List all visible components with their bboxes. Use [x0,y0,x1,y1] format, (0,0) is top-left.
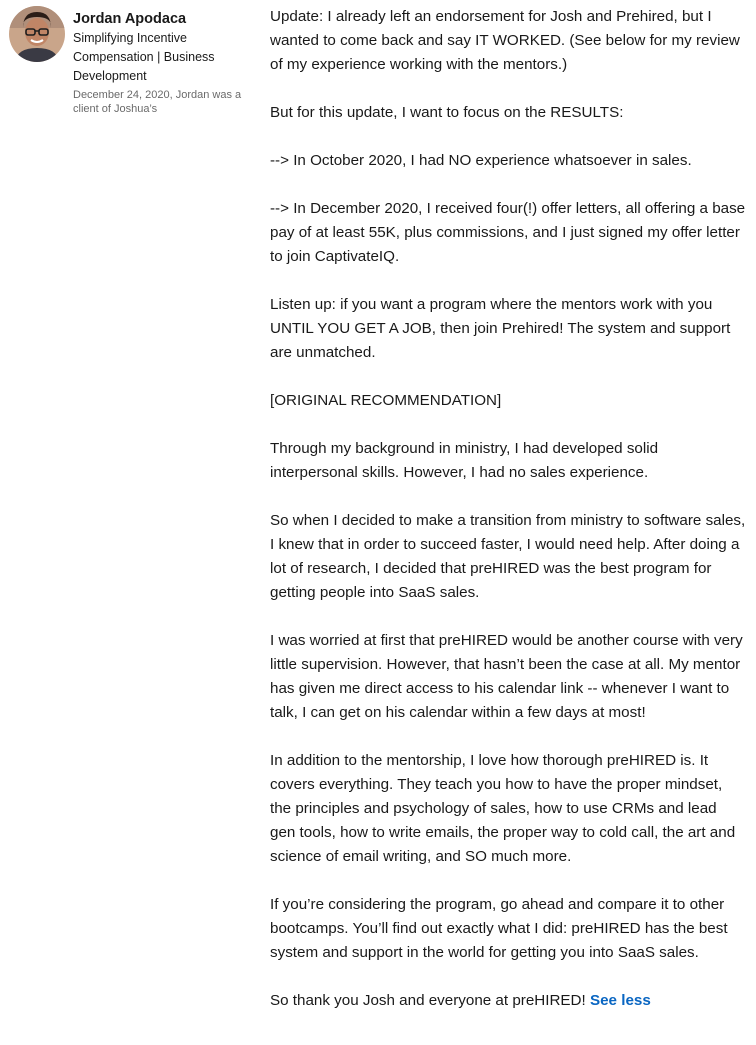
closing-text: So thank you Josh and everyone at preHIRED! [270,992,586,1009]
see-less-link[interactable]: See less [589,992,651,1009]
recommendation-paragraph: Through my background in ministry, I had developed solid interpersonal skills. However, I had no sales experience. [270,440,659,481]
recommendation-paragraph: In addition to the mentorship, I love how thorough preHIRED is. It covers everything. They teach you how to have the proper mindset, the principles and psychology of sales, how to use CRMs and lead gen tools, how to write emails, the proper way to cold call, the art and science of email writing, and SO much more. [270,752,736,865]
recommendation-meta: December 24, 2020, Jordan was a client of Joshua’s [73,89,242,115]
recommendation-paragraph: Listen up: if you want a program where the mentors work with you UNTIL YOU GET A JOB, then join Prehired! The system and support are unmatched. [270,296,731,361]
recommendation-paragraph: I was worried at first that preHIRED would be another course with very little supervision. However, that hasn’t been the case at all. My mentor has given me direct access to his calendar link -- whenever I want to talk, I can get on his calendar within a few days at most! [270,632,743,721]
recommendation-paragraph: If you’re considering the program, go ahead and compare it to other bootcamps. You’ll find out exactly what I did: preHIRED has the best system and support in the world for getting you into SaaS sales. [270,896,728,961]
recommendation-paragraph: --> In October 2020, I had NO experience whatsoever in sales. [270,152,692,169]
reviewer-info [73,9,259,116]
reviewer-avatar[interactable] [9,6,65,62]
recommendation-paragraph: --> In December 2020, I received four(!) offer letters, all offering a base pay of at least 55K, plus commissions, and I just signed my offer letter to join CaptivateIQ. [270,200,746,265]
recommendation-paragraph: [ORIGINAL RECOMMENDATION] [270,392,502,409]
recommendation-paragraph: Update: I already left an endorsement for Josh and Prehired, but I wanted to come back and say IT WORKED. (See below for my review of my experience working with the mentors.) [270,8,740,73]
recommendation-closing [270,989,746,1013]
recommendation-paragraph: But for this update, I want to focus on the RESULTS: [270,104,624,121]
reviewer-headline: Simplifying Incentive Compensation | Business Development [73,31,215,83]
recommendation-text [270,5,746,1013]
recommendation-paragraph: So when I decided to make a transition from ministry to software sales, I knew that in order to succeed faster, I would need help. After doing a lot of research, I decided that preHIRED was the best program for getting people into SaaS sales. [270,512,746,601]
reviewer-name[interactable]: Jordan Apodaca [73,11,187,27]
person-avatar-icon [9,6,65,62]
